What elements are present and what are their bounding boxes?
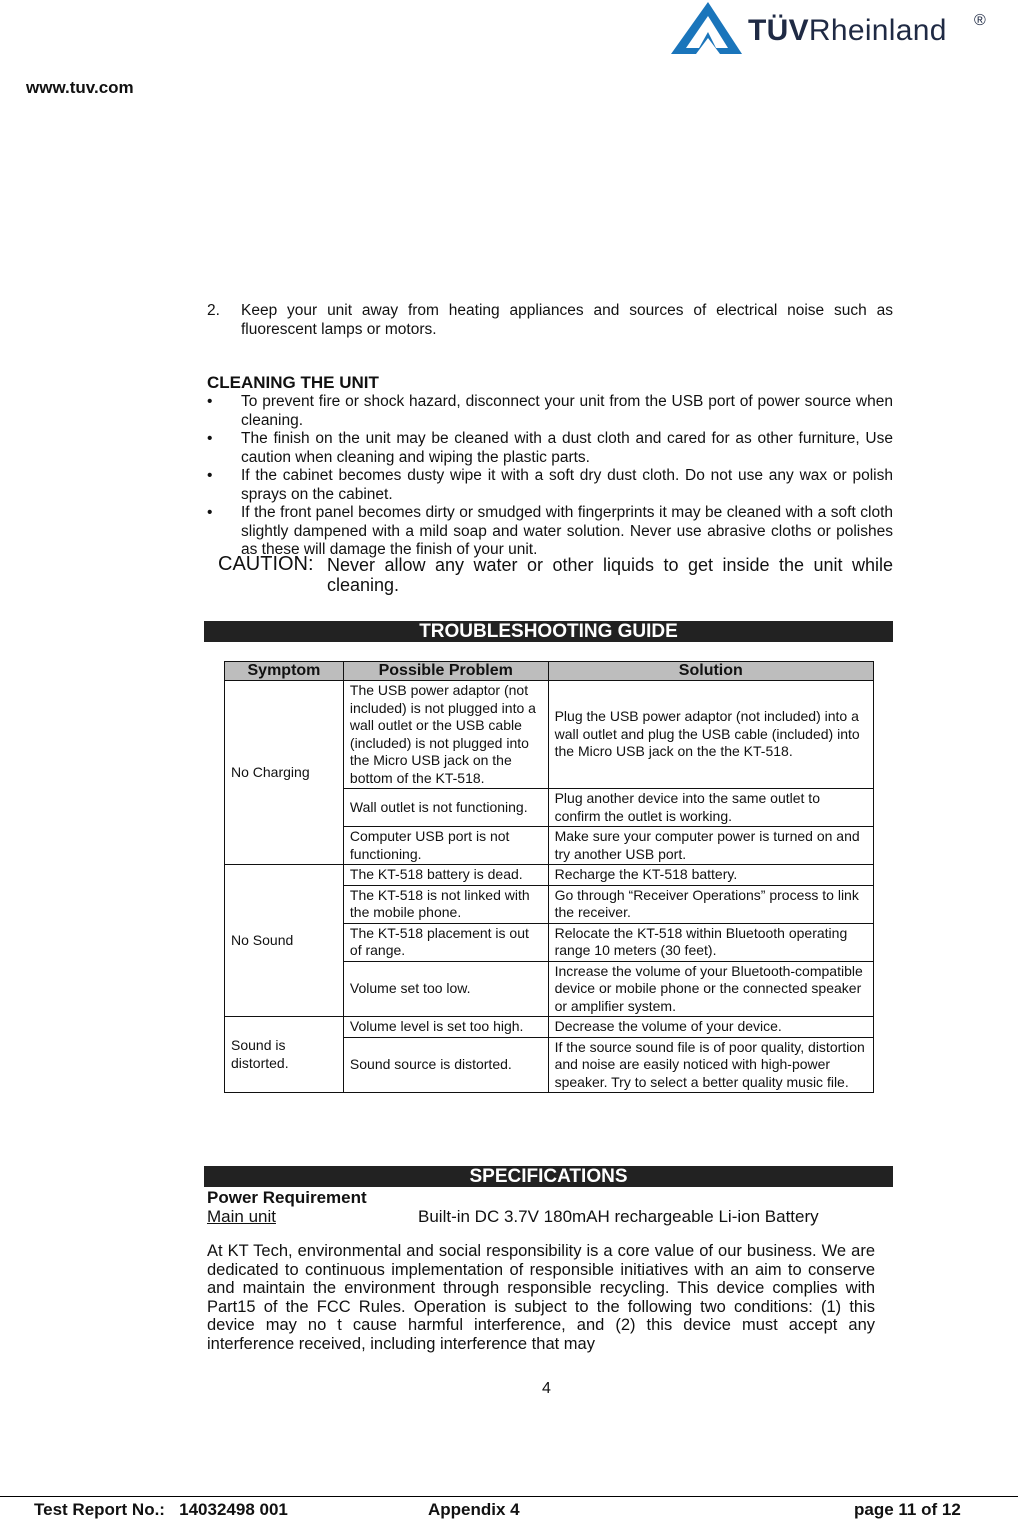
problem-cell: The KT-518 battery is dead. <box>343 865 548 886</box>
power-requirement-title: Power Requirement <box>207 1188 367 1207</box>
bullet-item <box>207 467 893 504</box>
solution-cell: Plug another device into the same outlet to confirm the outlet is working. <box>548 789 873 827</box>
cleaning-bullet-list <box>207 393 893 560</box>
manual-page-number: 4 <box>542 1380 551 1397</box>
bullet-icon: • <box>207 393 213 410</box>
bullet-text: If the front panel becomes dirty or smudged with fingerprints it may be cleaned with a soft cloth slightly dampened with a mild soap and water solution. Never use abrasive cloths or polishes as these will damage the finish of your unit. <box>241 504 893 558</box>
solution-cell: Go through “Receiver Operations” process to link the receiver. <box>548 885 873 923</box>
symptom-cell: Sound is distorted. <box>225 1017 344 1093</box>
bullet-icon: • <box>207 504 213 521</box>
site-url[interactable]: www.tuv.com <box>26 78 134 97</box>
problem-cell: The USB power adaptor (not included) is not plugged into a wall outlet or the USB cable (included) is not plugged into the Micro USB jack on the bottom of the KT-518. <box>343 681 548 789</box>
bullet-text: If the cabinet becomes dusty wipe it with a soft dry dust cloth. Do not use any wax or polish sprays on the cabinet. <box>241 467 893 503</box>
bullet-icon: • <box>207 467 213 484</box>
registered-mark: ® <box>974 12 986 29</box>
table-header-row <box>225 662 874 681</box>
solution-cell: Decrease the volume of your device. <box>548 1017 873 1038</box>
cleaning-title: CLEANING THE UNIT <box>207 373 379 392</box>
problem-cell: Computer USB port is not functioning. <box>343 827 548 865</box>
footer-divider <box>0 1496 1018 1497</box>
closing-paragraph: At KT Tech, environmental and social responsibility is a core value of our business. We are dedicated to continuous implementation of responsible initiatives with an aim to conserve and maintain the environment through responsible recycling. This device complies with Part15 of the FCC Rules. Operation is subject to the following two conditions: (1) this device may no t cause harmful interference, and (2) this device must accept any interference received, including interference that may <box>207 1242 875 1353</box>
bullet-text: To prevent fire or shock hazard, disconnect your unit from the USB port of power source when cleaning. <box>241 393 893 429</box>
solution-cell: Relocate the KT-518 within Bluetooth operating range 10 meters (30 feet). <box>548 923 873 961</box>
footer-appendix: Appendix 4 <box>428 1500 520 1519</box>
solution-cell: Make sure your computer power is turned on and try another USB port. <box>548 827 873 865</box>
logo-text <box>748 14 947 48</box>
main-unit-label: Main unit <box>207 1207 276 1226</box>
column-header-symptom: Symptom <box>225 662 344 681</box>
table-row <box>225 1017 874 1038</box>
specifications-title-bar: SPECIFICATIONS <box>204 1166 893 1187</box>
problem-cell: Volume level is set too high. <box>343 1017 548 1038</box>
table-row <box>225 681 874 789</box>
bullet-item <box>207 430 893 467</box>
problem-cell: Volume set too low. <box>343 961 548 1017</box>
footer-page-number: page 11 of 12 <box>854 1500 961 1519</box>
troubleshooting-table <box>224 661 874 1093</box>
logo-text-rest: Rheinland <box>808 14 947 47</box>
item-text: Keep your unit away from heating appliances and sources of electrical noise such as fluorescent lamps or motors. <box>241 302 893 338</box>
column-header-solution: Solution <box>548 662 873 681</box>
symptom-cell: No Sound <box>225 865 344 1017</box>
problem-cell: Wall outlet is not functioning. <box>343 789 548 827</box>
caution-text: Never allow any water or other liquids to get inside the unit while cleaning. <box>327 555 893 595</box>
logo-text-bold: TÜV <box>748 14 809 47</box>
symptom-cell: No Charging <box>225 681 344 865</box>
problem-cell: The KT-518 is not linked with the mobile phone. <box>343 885 548 923</box>
item-number: 2. <box>207 302 220 319</box>
bullet-item <box>207 504 893 560</box>
column-header-problem: Possible Problem <box>343 662 548 681</box>
caution-label: CAUTION: <box>218 553 314 575</box>
solution-cell: Recharge the KT-518 battery. <box>548 865 873 886</box>
solution-cell: If the source sound file is of poor quality, distortion and noise are easily noticed with high-power speaker. Try to select a better quality music file. <box>548 1037 873 1093</box>
bullet-text: The finish on the unit may be cleaned with a dust cloth and cared for as other furniture, Use caution when cleaning and wiping the plastic parts. <box>241 430 893 466</box>
problem-cell: The KT-518 placement is out of range. <box>343 923 548 961</box>
main-unit-value: Built-in DC 3.7V 180mAH rechargeable Li-ion Battery <box>418 1207 819 1226</box>
bullet-icon: • <box>207 430 213 447</box>
solution-cell: Increase the volume of your Bluetooth-compatible device or mobile phone or the connected speaker or amplifier system. <box>548 961 873 1017</box>
problem-cell: Sound source is distorted. <box>343 1037 548 1093</box>
footer-report-number: Test Report No.: 14032498 001 <box>34 1500 288 1519</box>
table-row <box>225 865 874 886</box>
bullet-item <box>207 393 893 430</box>
solution-cell: Plug the USB power adaptor (not included) into a wall outlet and plug the USB cable (included) into the Micro USB jack on the the KT-518. <box>548 681 873 789</box>
troubleshooting-title-bar: TROUBLESHOOTING GUIDE <box>204 621 893 642</box>
